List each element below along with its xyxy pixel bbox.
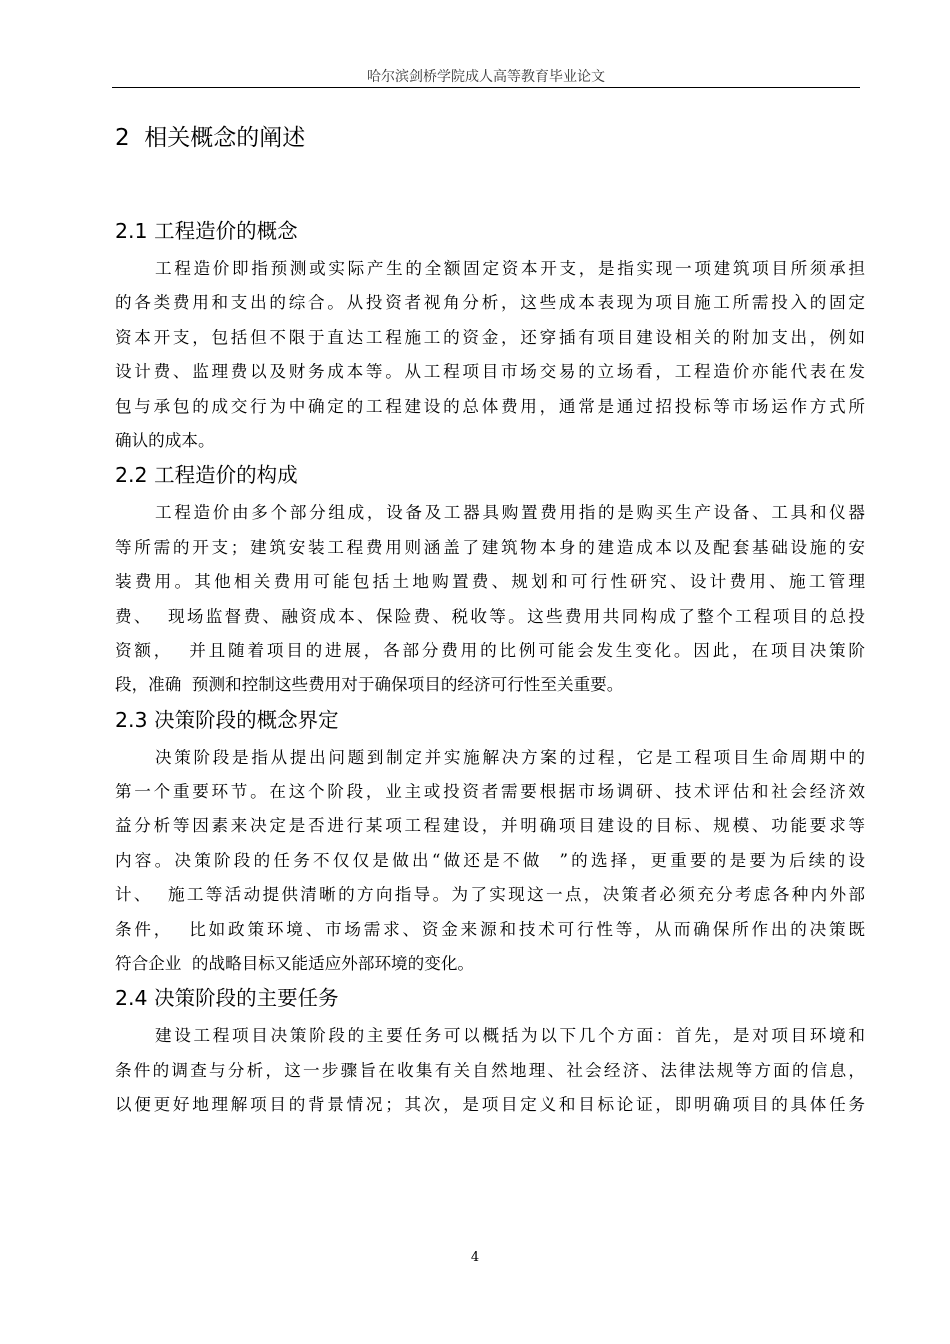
section-heading-2-1: 2.1 工程造价的概念 [115, 219, 298, 243]
paragraph-line: 设计费、监理费以及财务成本等。从工程项目市场交易的立场看，工程造价亦能代表在发 [115, 362, 865, 382]
paragraph-line: 益分析等因素来决定是否进行某项工程建设，并明确项目建设的目标、规模、功能要求等 [115, 816, 865, 836]
paragraph-line: 装费用。其他相关费用可能包括土地购置费、规划和可行性研究、设计费用、施工管理 [115, 572, 865, 592]
paragraph-line: 第一个重要环节。在这个阶段，业主或投资者需要根据市场调研、技术评估和社会经济效 [115, 782, 865, 802]
paragraph-line: 等所需的开支；建筑安装工程费用则涵盖了建筑物本身的建造成本以及配套基础设施的安 [115, 537, 865, 557]
paragraph-line: 建设工程项目决策阶段的主要任务可以概括为以下几个方面：首先，是对项目环境和 [155, 1026, 865, 1046]
paragraph-line: 费、 现场监督费、融资成本、保险费、税收等。这些费用共同构成了整个工程项目的总投 [115, 606, 865, 626]
paragraph-line: 条件， 比如政策环境、市场需求、资金来源和技术可行性等，从而确保所作出的决策既 [115, 919, 865, 939]
paragraph-line: 段，准确 预测和控制这些费用对于确保项目的经济可行性至关重要。 [115, 675, 624, 695]
section-heading-2-3: 2.3 决策阶段的概念界定 [115, 707, 339, 732]
section-heading-2-2: 2.2 工程造价的构成 [115, 463, 298, 488]
paragraph-line: 工程造价即指预测或实际产生的全额固定资本开支，是指实现一项建筑项目所须承担 [155, 259, 865, 278]
running-header: 哈尔滨剑桥学院成人高等教育毕业论文 [367, 69, 605, 85]
paragraph-line: 内容。决策阶段的任务不仅仅是做出“做还是不做 ”的选择，更重要的是要为后续的设 [115, 850, 865, 870]
chapter-title: 2 相关概念的阐述 [115, 125, 306, 151]
paragraph-line: 包与承包的成交行为中确定的工程建设的总体费用，通常是通过招投标等市场运作方式所 [115, 396, 865, 416]
paragraph-line: 资本开支，包括但不限于直达工程施工的资金，还穿插有项目建设相关的附加支出，例如 [115, 327, 865, 347]
paragraph-line: 工程造价由多个部分组成，设备及工器具购置费用指的是购买生产设备、工具和仪器 [155, 503, 865, 523]
section-paragraph-2-1 [115, 252, 865, 458]
paragraph-line: 确认的成本。 [115, 430, 215, 450]
section-paragraph-2-3 [115, 741, 865, 982]
paragraph-line: 条件的调查与分析，这一步骤旨在收集有关自然地理、社会经济、法律法规等方面的信息， [115, 1060, 865, 1080]
page-number: 4 [470, 1250, 480, 1265]
section-heading-2-4: 2.4 决策阶段的主要任务 [115, 986, 339, 1011]
header-rule [112, 87, 860, 88]
page-body [115, 118, 865, 1123]
section-paragraph-2-4 [115, 1019, 865, 1122]
section-paragraph-2-2 [115, 496, 865, 702]
paragraph-line: 资额， 并且随着项目的进展，各部分费用的比例可能会发生变化。因此，在项目决策阶 [115, 640, 865, 660]
paragraph-line: 以便更好地理解项目的背景情况；其次，是项目定义和目标论证，即明确项目的具体任务 [115, 1095, 865, 1115]
paragraph-line: 的各类费用和支出的综合。从投资者视角分析，这些成本表现为项目施工所需投入的固定 [115, 293, 865, 313]
paragraph-line: 符合企业 的战略目标又能适应外部环境的变化。 [115, 954, 475, 974]
paragraph-line: 计、 施工等活动提供清晰的方向指导。为了实现这一点，决策者必须充分考虑各种内外部 [115, 885, 865, 905]
paragraph-line: 决策阶段是指从提出问题到制定并实施解决方案的过程，它是工程项目生命周期中的 [155, 747, 865, 767]
